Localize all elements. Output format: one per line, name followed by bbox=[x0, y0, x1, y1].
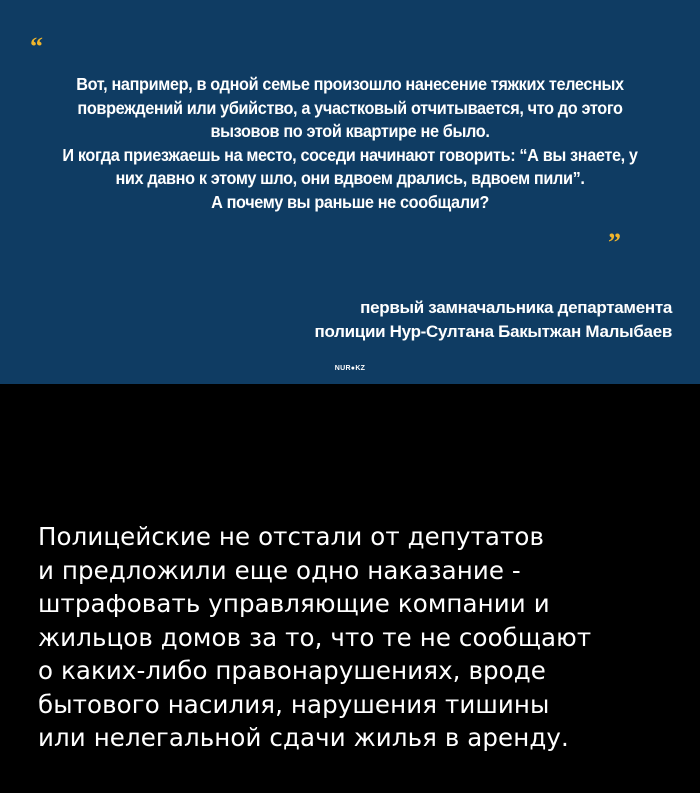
quote-author bbox=[315, 296, 672, 344]
caption-line: или нелегальной сдачи жилья в аренду. bbox=[38, 723, 569, 752]
close-quote-icon: ” bbox=[608, 228, 621, 257]
author-line: полиции Нур-Султана Бакытжан Малыбаев bbox=[314, 322, 672, 341]
open-quote-icon: “ bbox=[30, 32, 43, 61]
caption-line: бытового насилия, нарушения тишины bbox=[38, 689, 550, 719]
quote-card bbox=[0, 0, 700, 384]
quote-line: И когда приезжаешь на место, соседи начинают говорить: “А вы знаете, у bbox=[62, 144, 638, 165]
caption-line: и предложили еще одно наказание - bbox=[38, 555, 521, 585]
quote-line: вызовов по этой квартире не было. bbox=[210, 121, 490, 141]
caption-line: о каких-либо правонарушениях, вроде bbox=[38, 656, 546, 685]
quote-line: А почему вы раньше не сообщали? bbox=[211, 191, 489, 212]
caption-text bbox=[38, 520, 678, 755]
quote-line: Вот, например, в одной семье произошло нанесение тяжких телесных bbox=[76, 74, 624, 94]
caption-line: жильцов домов за то, что те не сообщают bbox=[38, 622, 592, 652]
quote-text bbox=[38, 73, 663, 214]
source-logo: NUR●KZ bbox=[334, 365, 366, 372]
author-line: первый замначальника департамента bbox=[360, 298, 672, 317]
caption-line: Полицейские не отстали от депутатов bbox=[38, 522, 545, 551]
quote-line: них давно к этому шло, они вдвоем дрались, вдвоем пили”. bbox=[115, 168, 585, 188]
quote-line: повреждений или убийство, а участковый отчитывается, что до этого bbox=[77, 97, 623, 118]
caption-line: штрафовать управляющие компании и bbox=[38, 589, 550, 618]
